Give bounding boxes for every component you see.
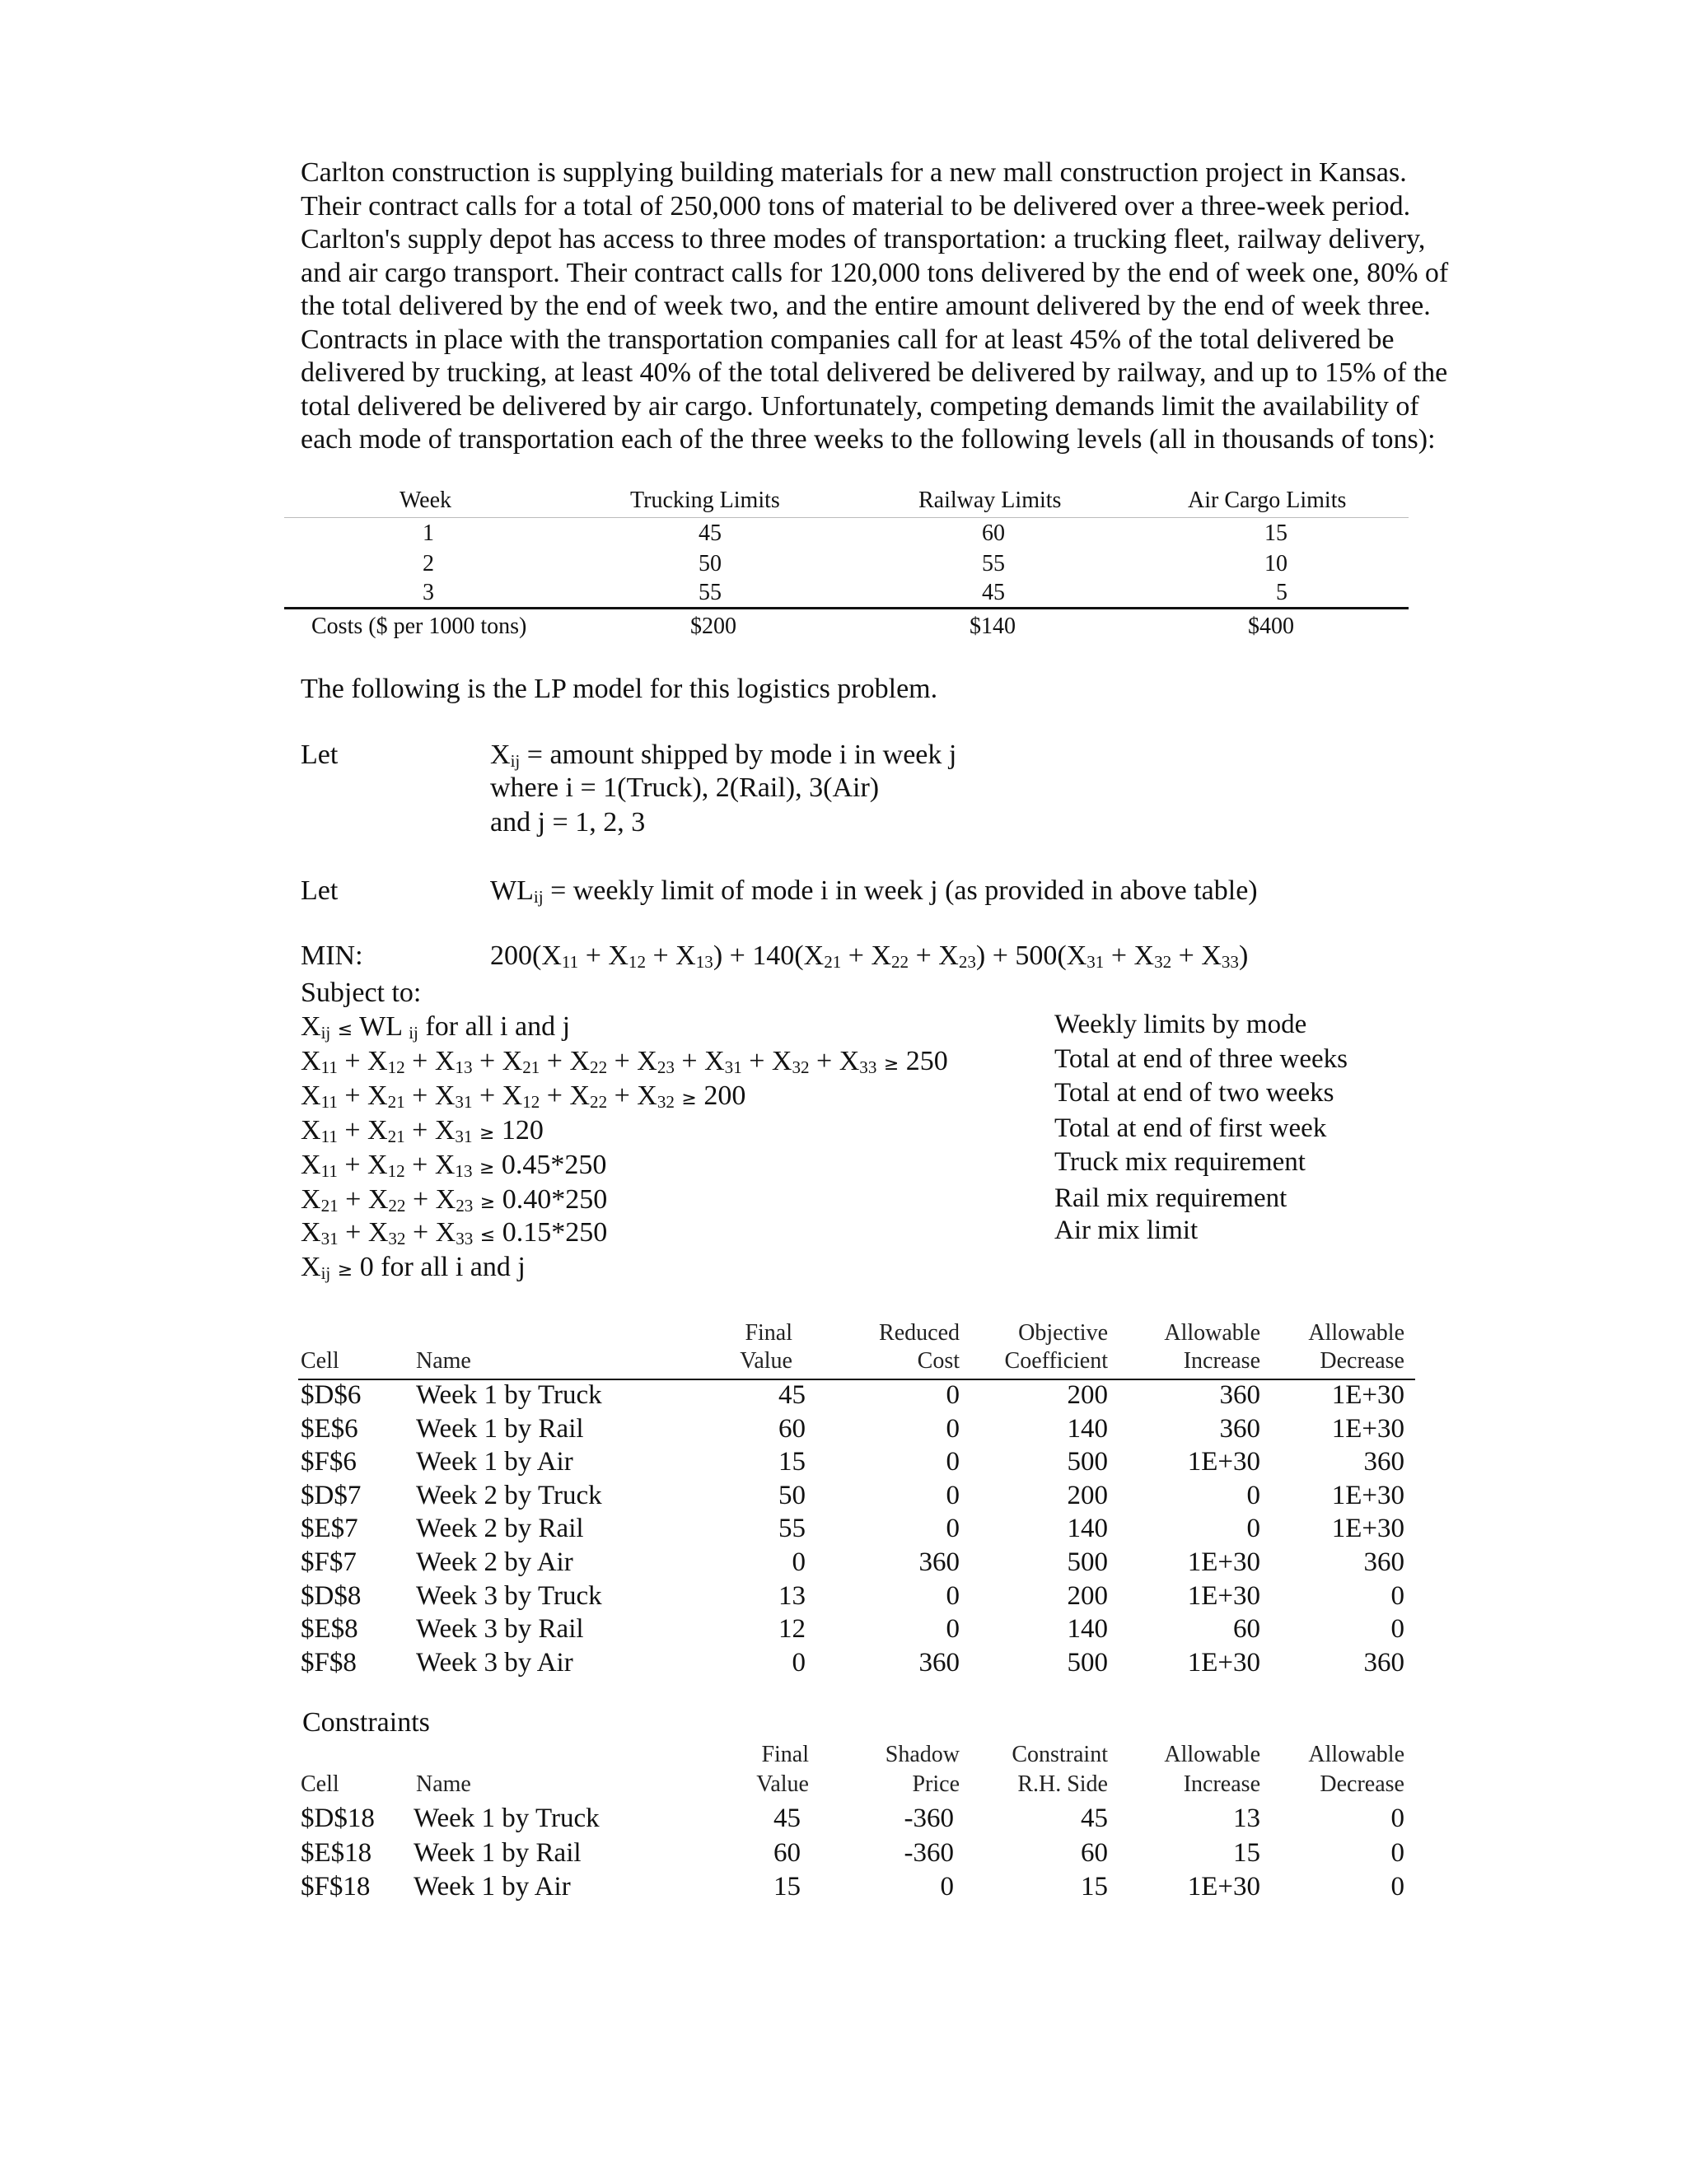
limits-cell: 55 xyxy=(699,580,722,605)
cell-ref: $F$8 xyxy=(301,1647,357,1678)
cell-ref: $D$18 xyxy=(301,1804,375,1833)
constraint-truck-mix: $X_{11} + X_{12} + X_{13} \ge 0.45*250$ xyxy=(301,1150,607,1182)
limits-cell: 5 xyxy=(1276,580,1287,605)
reduced-cost: 360 xyxy=(918,1547,960,1577)
cell-name: Week 1 by Air xyxy=(416,1447,573,1477)
final-value: 13 xyxy=(778,1580,806,1611)
final-value: 50 xyxy=(778,1480,806,1510)
constraint-air-mix: $X_{31} + X_{32} + X_{33} \le 0.15*250$ xyxy=(301,1217,608,1249)
header-final: Final xyxy=(745,1320,792,1346)
constraint-total-two-weeks: $X_{11} + X_{21} + X_{31} + X_{12} + X_{22} + X_{32} \ge 200$ xyxy=(301,1080,746,1113)
table-row xyxy=(0,1838,1687,1871)
let-label: Let xyxy=(301,875,339,906)
header-shadow: Shadow xyxy=(885,1742,960,1767)
allowable-decrease: 360 xyxy=(1363,1547,1404,1577)
min-label: MIN: xyxy=(301,940,363,971)
objective-coefficient: 140 xyxy=(1067,1413,1108,1444)
header-cell: Cell xyxy=(301,1771,339,1797)
limits-cell: 50 xyxy=(699,551,722,576)
allowable-increase: 0 xyxy=(1246,1514,1260,1544)
table-row xyxy=(0,1481,1687,1514)
let-label: Let xyxy=(301,740,339,770)
constraint-weekly-limits: $X_{ij}$ ≤ WL $_{ij}$ for all i and j xyxy=(301,1011,571,1043)
cell-ref: $D$7 xyxy=(301,1480,362,1510)
limits-cell: 1 xyxy=(423,520,434,546)
table-row xyxy=(0,1414,1687,1447)
reduced-cost: 0 xyxy=(946,1614,960,1645)
limits-header-trucking: Trucking Limits xyxy=(630,488,780,513)
limits-cell: 15 xyxy=(1264,520,1287,546)
reduced-cost: 0 xyxy=(946,1447,960,1477)
cell-ref: $E$8 xyxy=(301,1614,358,1645)
allowable-increase: 360 xyxy=(1219,1380,1260,1410)
cell-ref: $D$8 xyxy=(301,1580,362,1611)
constraint-rhs: 45 xyxy=(1081,1804,1108,1833)
intro-line: Carlton's supply depot has access to three modes of transportation: a trucking fleet, railway delivery, xyxy=(301,224,1426,254)
intro-line: Contracts in place with the transportation companies call for at least 45% of the total delivered be xyxy=(301,324,1395,355)
limits-header-divider xyxy=(284,517,1409,518)
allowable-increase: 13 xyxy=(1233,1804,1260,1833)
allowable-increase: 1E+30 xyxy=(1187,1547,1260,1577)
header-allowable-dec: Allowable xyxy=(1308,1320,1404,1346)
allowable-increase: 0 xyxy=(1246,1480,1260,1510)
cell-name: Week 1 by Rail xyxy=(414,1837,582,1868)
reduced-cost: 0 xyxy=(946,1480,960,1510)
objective-coefficient: 200 xyxy=(1067,1580,1108,1611)
allowable-decrease: 0 xyxy=(1390,1837,1404,1868)
header-allowable-dec: Allowable xyxy=(1308,1742,1404,1767)
shadow-price: 0 xyxy=(940,1872,954,1902)
limits-cell: 45 xyxy=(699,520,722,546)
allowable-decrease: 1E+30 xyxy=(1331,1514,1404,1544)
objective-coefficient: 140 xyxy=(1067,1614,1108,1645)
allowable-increase: 15 xyxy=(1233,1837,1260,1868)
intro-paragraph xyxy=(301,156,1470,457)
reduced-cost: 0 xyxy=(946,1514,960,1544)
header-value: Value xyxy=(756,1771,809,1797)
cell-name: Week 2 by Air xyxy=(416,1547,573,1577)
cell-name: Week 1 by Air xyxy=(414,1872,571,1902)
cell-ref: $F$18 xyxy=(301,1872,371,1902)
cell-name: Week 3 by Truck xyxy=(416,1580,602,1611)
intro-line: Carlton construction is supplying building materials for a new mall construction project in Kansas. xyxy=(301,157,1407,188)
header-name: Name xyxy=(416,1348,471,1374)
constraints-title: Constraints xyxy=(302,1707,430,1738)
constraint-label: Weekly limits by mode xyxy=(1054,1010,1307,1039)
header-increase: Increase xyxy=(1183,1348,1260,1374)
header-cost: Cost xyxy=(917,1348,960,1374)
intro-line: each mode of transportation each of the three weeks to the following levels (all in thousands of tons): xyxy=(301,424,1436,455)
constraint-label: Air mix limit xyxy=(1054,1216,1199,1245)
constraint-label: Total at end of three weeks xyxy=(1054,1044,1348,1074)
allowable-decrease: 0 xyxy=(1390,1580,1404,1611)
final-value: 12 xyxy=(778,1614,806,1645)
table-row xyxy=(0,1380,1687,1413)
limits-header-air: Air Cargo Limits xyxy=(1188,488,1347,513)
week-definition: and j = 1, 2, 3 xyxy=(490,807,646,838)
subject-to: Subject to: xyxy=(301,978,422,1008)
limits-table-rule xyxy=(284,607,1409,609)
final-value: 15 xyxy=(773,1872,801,1902)
allowable-increase: 1E+30 xyxy=(1187,1580,1260,1611)
allowable-decrease: 0 xyxy=(1390,1614,1404,1645)
table-row xyxy=(0,1804,1687,1836)
header-objective: Objective xyxy=(1018,1320,1108,1346)
objective-function: $200(X_{11} + X_{12} + X_{13}) + 140(X_{21} + X_{22} + X_{23}) + 500(X_{31} + X_{32} + X_{33})$ xyxy=(490,940,1249,973)
cell-name: Week 3 by Rail xyxy=(416,1614,584,1645)
objective-coefficient: 200 xyxy=(1067,1380,1108,1410)
limits-cell: 55 xyxy=(982,551,1005,576)
costs-label: Costs ($ per 1000 tons) xyxy=(311,614,527,639)
limits-cell: 45 xyxy=(982,580,1005,605)
objective-coefficient: 500 xyxy=(1067,1447,1108,1477)
allowable-decrease: 0 xyxy=(1390,1804,1404,1833)
constraint-total-three-weeks: $X_{11} + X_{12} + X_{13} + X_{21} + X_{22} + X_{23} + X_{31} + X_{32} + X_{33} \ge 250$ xyxy=(301,1046,948,1078)
objective-coefficient: 500 xyxy=(1067,1647,1108,1678)
allowable-increase: 1E+30 xyxy=(1187,1647,1260,1678)
constraint-label: Truck mix requirement xyxy=(1054,1147,1306,1177)
final-value: 0 xyxy=(792,1547,806,1577)
allowable-decrease: 0 xyxy=(1390,1872,1404,1902)
header-final: Final xyxy=(761,1742,809,1767)
lp-intro: The following is the LP model for this logistics problem. xyxy=(301,674,938,704)
final-value: 45 xyxy=(773,1804,801,1833)
table-row xyxy=(0,1514,1687,1547)
intro-line: delivered by trucking, at least 40% of the total delivered be delivered by railway, and up to 15% of the xyxy=(301,357,1448,388)
cell-name: Week 2 by Rail xyxy=(416,1514,584,1544)
allowable-decrease: 360 xyxy=(1363,1647,1404,1678)
header-coefficient: Coefficient xyxy=(1004,1348,1108,1374)
final-value: 55 xyxy=(778,1514,806,1544)
intro-line: and air cargo transport. Their contract calls for 120,000 tons delivered by the end of week one, 80% of xyxy=(301,257,1449,288)
constraint-rhs: 15 xyxy=(1081,1872,1108,1902)
intro-line: total delivered be delivered by air cargo. Unfortunately, competing demands limit the availability of xyxy=(301,390,1419,422)
constraint-label: Total at end of first week xyxy=(1054,1113,1327,1143)
limits-cell: 10 xyxy=(1264,551,1287,576)
header-name: Name xyxy=(416,1771,471,1797)
table-row xyxy=(0,1547,1687,1580)
cell-name: Week 2 by Truck xyxy=(416,1480,602,1510)
cell-ref: $F$6 xyxy=(301,1447,357,1477)
cell-ref: $D$6 xyxy=(301,1380,362,1410)
header-reduced: Reduced xyxy=(879,1320,960,1346)
final-value: 45 xyxy=(778,1380,806,1410)
header-constraint: Constraint xyxy=(1012,1742,1108,1767)
table-row xyxy=(0,1447,1687,1480)
cell-name: Week 1 by Truck xyxy=(414,1804,600,1833)
allowable-decrease: 360 xyxy=(1363,1447,1404,1477)
objective-coefficient: 140 xyxy=(1067,1514,1108,1544)
shadow-price: -360 xyxy=(904,1804,954,1833)
allowable-increase: 1E+30 xyxy=(1187,1447,1260,1477)
table-row xyxy=(0,1872,1687,1905)
constraint-first-week: $X_{11} + X_{21} + X_{31} \ge 120$ xyxy=(301,1115,544,1147)
cost-air: $400 xyxy=(1248,614,1294,639)
reduced-cost: 360 xyxy=(918,1647,960,1678)
allowable-increase: 60 xyxy=(1233,1614,1260,1645)
cell-ref: $E$6 xyxy=(301,1413,358,1444)
limits-cell: 60 xyxy=(982,520,1005,546)
cost-rail: $140 xyxy=(970,614,1016,639)
constraint-rhs: 60 xyxy=(1081,1837,1108,1868)
reduced-cost: 0 xyxy=(946,1413,960,1444)
header-increase: Increase xyxy=(1183,1771,1260,1797)
shadow-price: -360 xyxy=(904,1837,954,1868)
objective-coefficient: 500 xyxy=(1067,1547,1108,1577)
cell-name: Week 1 by Truck xyxy=(416,1380,602,1410)
limits-cell: 3 xyxy=(423,580,434,605)
table-row xyxy=(0,1648,1687,1681)
allowable-decrease: 1E+30 xyxy=(1331,1380,1404,1410)
cell-ref: $E$18 xyxy=(301,1837,372,1868)
cell-name: Week 3 by Air xyxy=(416,1647,573,1678)
constraint-rail-mix: $X_{21} + X_{22} + X_{23} \ge 0.40*250$ xyxy=(301,1184,608,1216)
header-value: Value xyxy=(740,1348,792,1374)
intro-line: Their contract calls for a total of 250,000 tons of material to be delivered over a three-week period. xyxy=(301,190,1411,222)
table-row xyxy=(0,1581,1687,1614)
header-rhs: R.H. Side xyxy=(1017,1771,1108,1797)
constraint-nonnegativity: $X_{ij} \ge 0$ for all i and j xyxy=(301,1252,526,1284)
cost-truck: $200 xyxy=(690,614,736,639)
weekly-limit-definition: $WL_{ij}$ = weekly limit of mode i in week j (as provided in above table) xyxy=(490,875,1258,908)
final-value: 15 xyxy=(778,1447,806,1477)
header-decrease: Decrease xyxy=(1320,1348,1404,1374)
header-price: Price xyxy=(912,1771,960,1797)
final-value: 60 xyxy=(773,1837,801,1868)
allowable-increase: 1E+30 xyxy=(1187,1872,1260,1902)
cell-name: Week 1 by Rail xyxy=(416,1413,584,1444)
variable-definition: $X_{ij}$ = amount shipped by mode i in week j xyxy=(490,740,957,772)
limits-header-week: Week xyxy=(400,488,452,513)
reduced-cost: 0 xyxy=(946,1580,960,1611)
table-row xyxy=(0,1614,1687,1647)
final-value: 60 xyxy=(778,1413,806,1444)
header-cell: Cell xyxy=(301,1348,339,1374)
allowable-decrease: 1E+30 xyxy=(1331,1480,1404,1510)
intro-line: the total delivered by the end of week two, and the entire amount delivered by the end of week three. xyxy=(301,291,1431,321)
header-allowable-inc: Allowable xyxy=(1164,1320,1260,1346)
cell-ref: $F$7 xyxy=(301,1547,357,1577)
header-decrease: Decrease xyxy=(1320,1771,1404,1797)
objective-coefficient: 200 xyxy=(1067,1480,1108,1510)
allowable-increase: 360 xyxy=(1219,1413,1260,1444)
mode-definition: where i = 1(Truck), 2(Rail), 3(Air) xyxy=(490,772,880,803)
cell-ref: $E$7 xyxy=(301,1514,358,1544)
allowable-decrease: 1E+30 xyxy=(1331,1413,1404,1444)
reduced-cost: 0 xyxy=(946,1380,960,1410)
limits-header-railway: Railway Limits xyxy=(918,488,1062,513)
constraint-label: Rail mix requirement xyxy=(1054,1183,1287,1213)
limits-cell: 2 xyxy=(423,551,434,576)
constraint-label: Total at end of two weeks xyxy=(1054,1078,1334,1108)
final-value: 0 xyxy=(792,1647,806,1678)
header-allowable-inc: Allowable xyxy=(1164,1742,1260,1767)
